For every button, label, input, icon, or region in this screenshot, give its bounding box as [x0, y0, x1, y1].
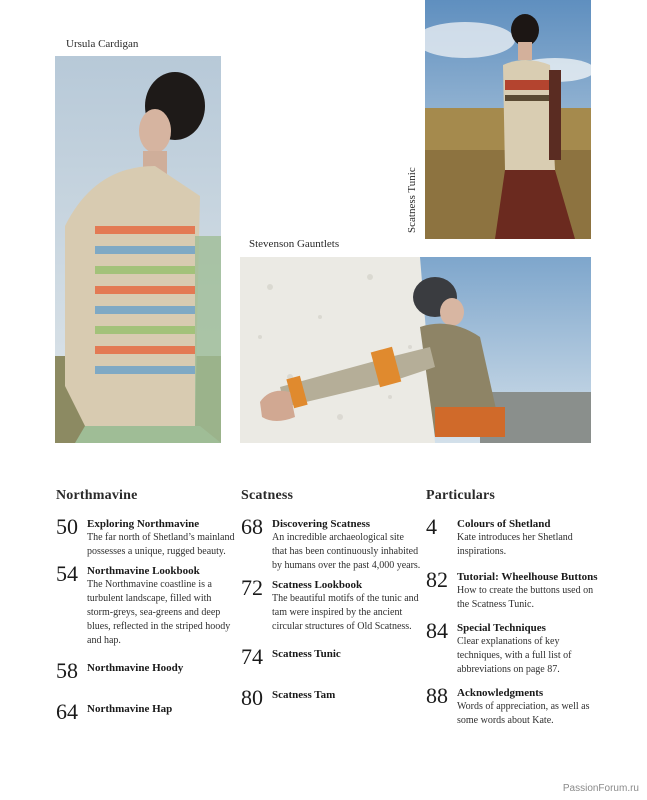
page-number: 68 — [241, 514, 263, 539]
entry-title: Special Techniques — [457, 622, 546, 634]
entry-title: Scatness Tunic — [272, 648, 341, 660]
toc-entry[interactable] — [426, 618, 606, 677]
section-title-scatness: Scatness — [241, 488, 294, 503]
toc-entry[interactable] — [241, 514, 421, 573]
page-number: 82 — [426, 567, 448, 592]
page-number: 72 — [241, 575, 263, 600]
entry-description: Clear explanations of key techniques, with a full list of abbreviations on page 87. — [457, 636, 572, 675]
entry-description: How to create the buttons used on the Scatness Tunic. — [457, 585, 594, 610]
page-number: 88 — [426, 683, 448, 708]
toc-column-scatness — [241, 488, 421, 710]
page-number: 54 — [56, 561, 78, 586]
toc-entry[interactable] — [56, 514, 236, 559]
toc-entry[interactable] — [56, 561, 236, 648]
toc-entry[interactable] — [56, 658, 236, 683]
entry-description: The beautiful motifs of the tunic and tam were inspired by the ancient circular structures of Old Scatness. — [272, 593, 419, 632]
section-title-northmavine: Northmavine — [56, 488, 138, 503]
entry-description: Words of appreciation, as well as some words about Kate. — [457, 701, 590, 726]
toc-entry[interactable] — [426, 567, 606, 612]
section-title-particulars: Particulars — [426, 488, 496, 503]
stevenson-gauntlets-photo — [240, 257, 591, 443]
entry-title: Exploring Northmavine — [87, 518, 200, 530]
entry-title: Northmavine Hap — [87, 703, 173, 715]
page-number: 64 — [56, 699, 78, 724]
page-number: 50 — [56, 514, 78, 539]
page-number: 80 — [241, 685, 263, 710]
page-number: 4 — [426, 514, 437, 539]
entry-title: Colours of Shetland — [457, 518, 551, 530]
entry-title: Scatness Tam — [272, 689, 336, 701]
entry-title: Tutorial: Wheelhouse Buttons — [457, 571, 598, 583]
caption-scatness-tunic: Scatness Tunic — [406, 167, 418, 233]
toc-entry[interactable] — [56, 699, 236, 724]
watermark: PassionForum.ru — [562, 783, 639, 794]
toc-entry[interactable] — [241, 575, 421, 634]
entry-title: Northmavine Hoody — [87, 662, 184, 674]
entry-title: Northmavine Lookbook — [87, 565, 200, 577]
toc-entry[interactable] — [426, 514, 606, 559]
caption-stevenson-gauntlets: Stevenson Gauntlets — [249, 238, 340, 250]
toc-entry[interactable] — [241, 685, 421, 710]
entry-title: Acknowledgments — [457, 687, 544, 699]
page-number: 84 — [426, 618, 448, 643]
caption-ursula-cardigan: Ursula Cardigan — [66, 38, 139, 50]
page-number: 74 — [241, 644, 263, 669]
entry-description: Kate introduces her Shetland inspirations. — [457, 532, 573, 557]
entry-title: Discovering Scatness — [272, 518, 371, 530]
scatness-tunic-photo — [425, 0, 591, 239]
toc-column-northmavine — [56, 488, 236, 724]
entry-title: Scatness Lookbook — [272, 579, 363, 591]
ursula-cardigan-photo — [55, 56, 221, 443]
entry-description: The far north of Shetland’s mainland possesses a unique, rugged beauty. — [87, 532, 235, 557]
toc-entry[interactable] — [241, 644, 421, 669]
entry-description: An incredible archaeological site that has been continuously inhabited by humans over the past 4,000 years. — [272, 532, 421, 571]
entry-description: The Northmavine coastline is a turbulent landscape, filled with storm-greys, sea-greens and deep blues, reflected in the striped hoody and hap. — [87, 579, 231, 646]
toc-entry[interactable] — [426, 683, 606, 728]
toc-column-particulars — [426, 488, 606, 728]
page-number: 58 — [56, 658, 78, 683]
